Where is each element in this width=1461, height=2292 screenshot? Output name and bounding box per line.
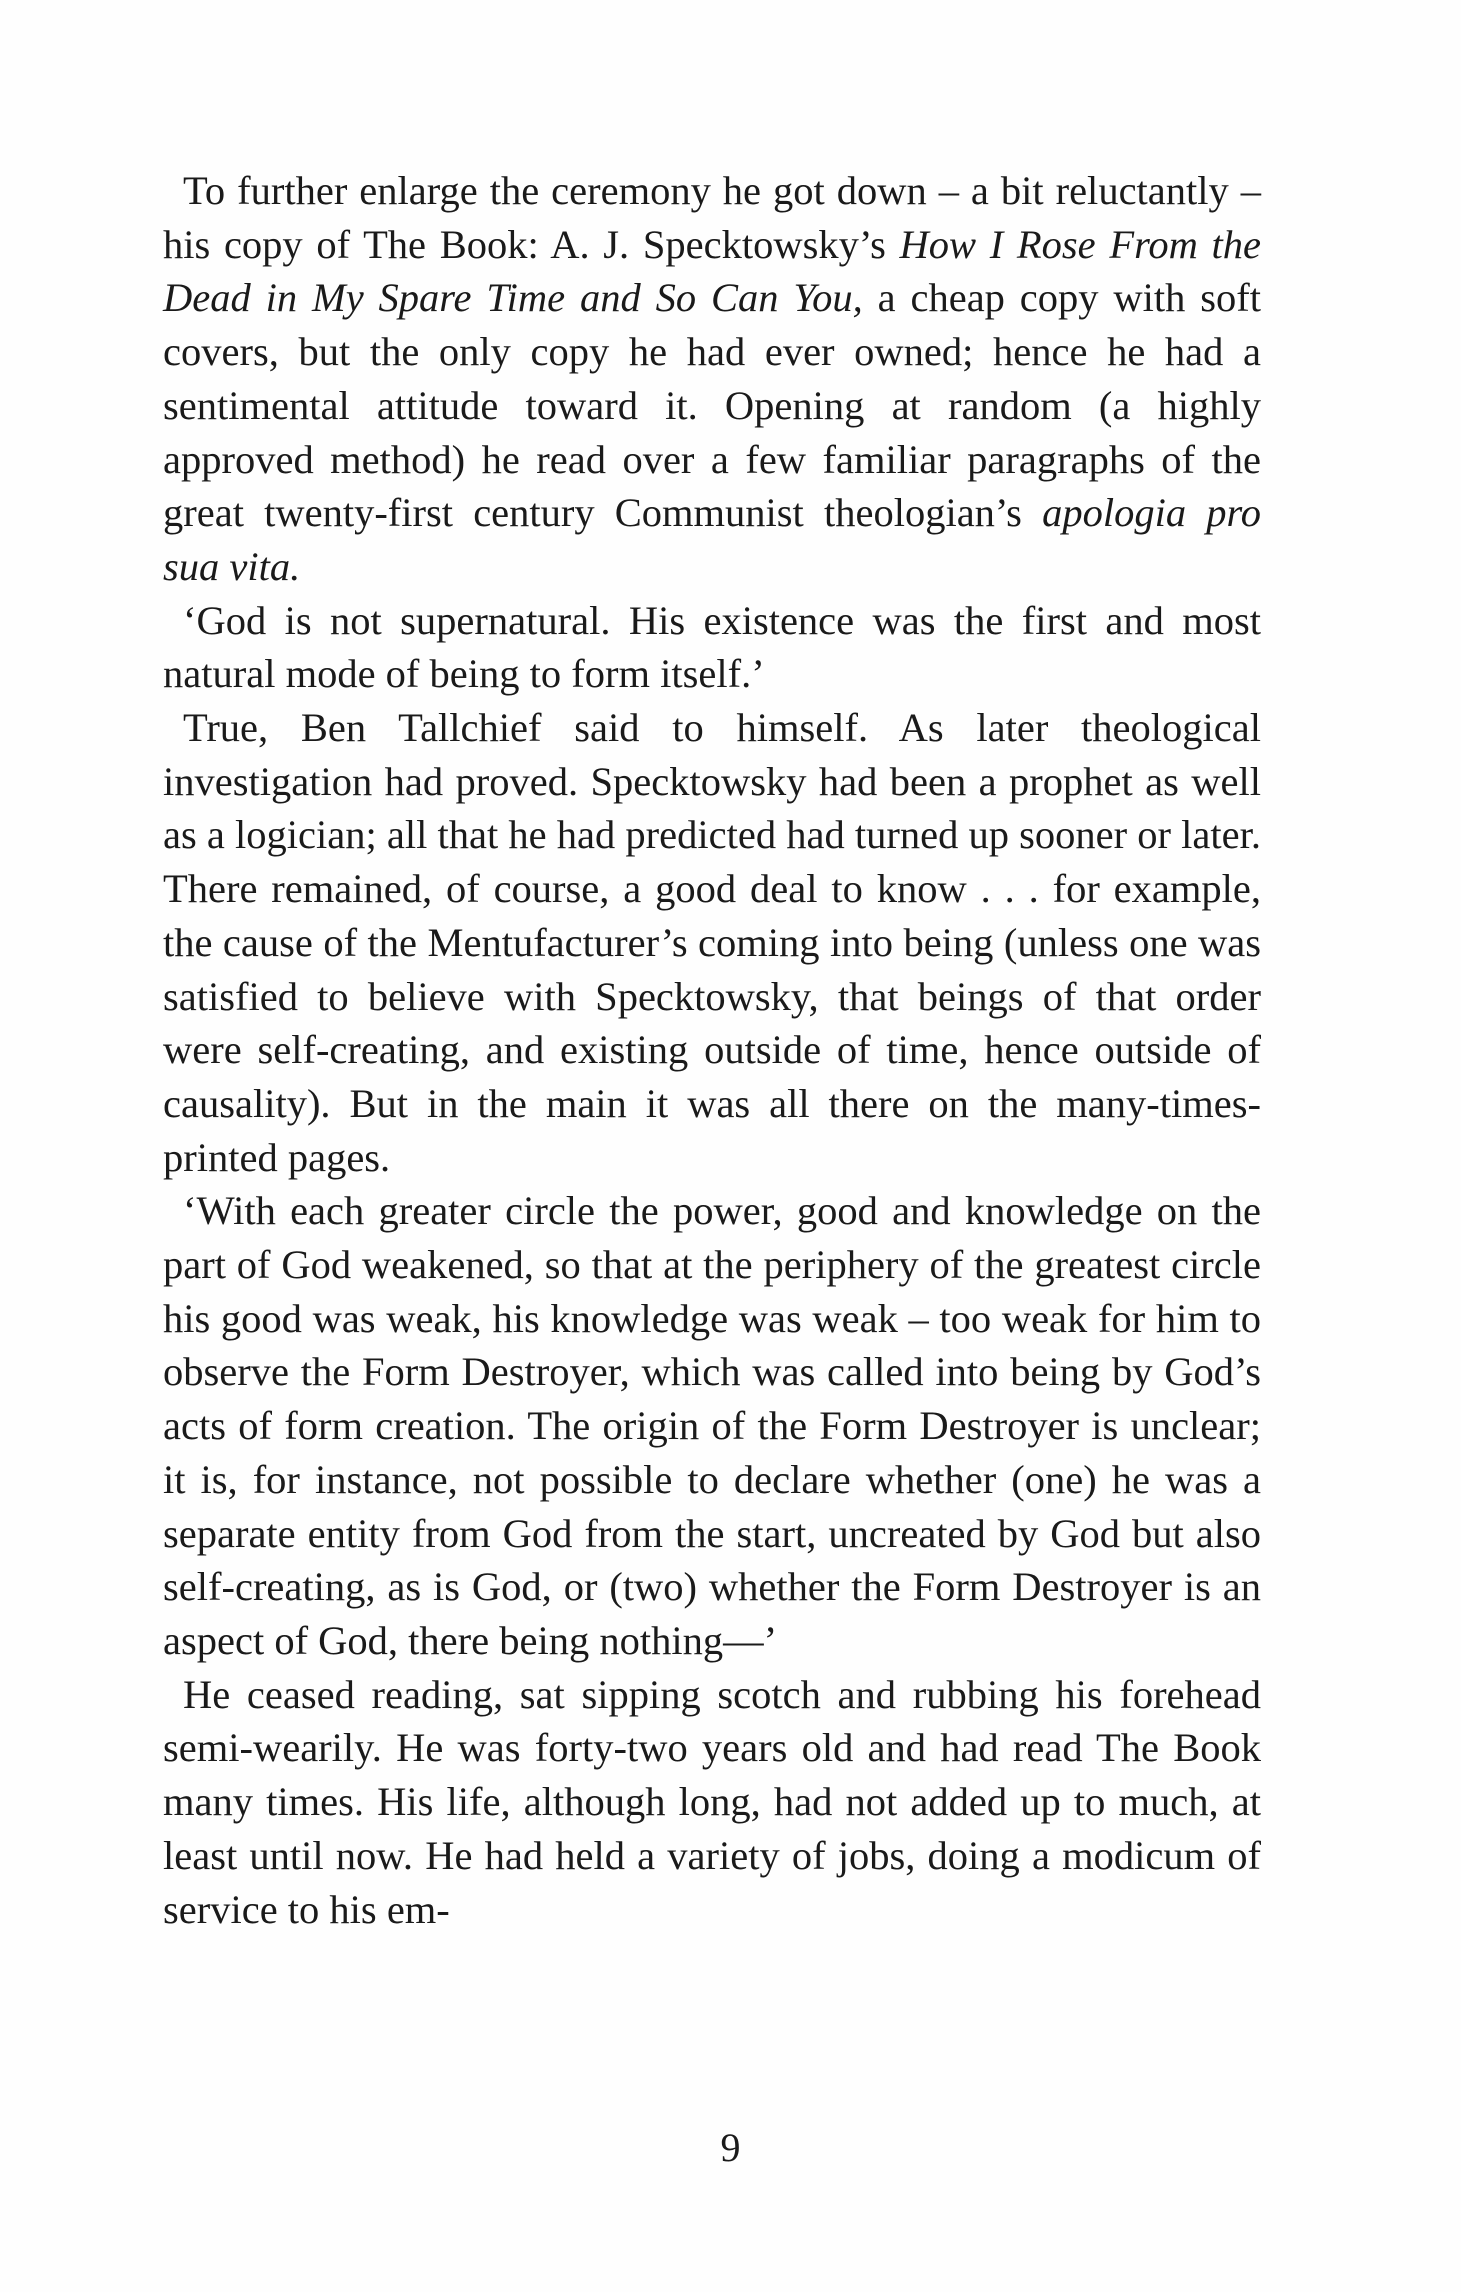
paragraph-3: [163, 701, 1261, 1184]
paragraph-2: [163, 594, 1261, 701]
paragraph-5-segment-1: He ceased reading, sat sipping scotch and rubbing his forehead semi-wearily. He was forty-two years old and had read The Book many times. His life, although long, had not added up to much, at least until now. He had held a variety of jobs, doing a modicum of service to his em-: [163, 1671, 1261, 1932]
paragraph-1-segment-3: a cheap copy with soft covers, but the only copy he had ever owned; hence he had a sentimental attitude toward it. Opening at random (a highly approved method) he read over a few familiar paragraphs of the great twenty-first century Communist theologian’s: [163, 275, 1261, 536]
paragraph-1-segment-1: To further enlarge the ceremony he got down – a bit reluctantly – his copy of The Book: A. J. Specktowsky’s: [163, 168, 1261, 267]
paragraph-2-segment-1: ‘God is not supernatural. His existence was the first and most natural mode of being to form itself.’: [163, 597, 1261, 697]
book-title-italic: How I Rose From the Dead in My Spare Time and So Can You,: [163, 221, 1261, 321]
page-number: 9: [720, 2125, 741, 2170]
paragraph-3-segment-1: True, Ben Tallchief said to himself. As later theological investigation had proved. Specktowsky had been a prophet as well as a logician; all that he had predicted had turned up sooner or later. There remained, of course, a good deal to know . . . for example, the cause of the Mentufacturer’s coming into being (unless one was satisfied to believe with Specktowsky, that beings of that order were self-creating, and existing outside of time, hence outside of causality). But in the main it was all there on the many-times-printed pages.: [163, 705, 1261, 1180]
paragraph-5: [163, 1668, 1261, 1937]
paragraph-4: [163, 1184, 1261, 1667]
body-text: [163, 164, 1261, 1936]
latin-phrase-italic: apologia pro sua vita.: [163, 490, 1262, 589]
paragraph-1: [163, 164, 1261, 594]
paragraph-4-segment-1: ‘With each greater circle the power, good and knowledge on the part of God weakened, so that at the periphery of the greatest circle his good was weak, his knowledge was weak – too weak for him to observe the Form Destroyer, which was called into being by God’s acts of form creation. The origin of the Form Destroyer is unclear; it is, for instance, not possible to declare whether (one) he was a separate entity from God from the start, uncreated by God but also self-creating, as is God, or (two) whether the Form Destroyer is an aspect of God, there being nothing—’: [163, 1188, 1261, 1663]
